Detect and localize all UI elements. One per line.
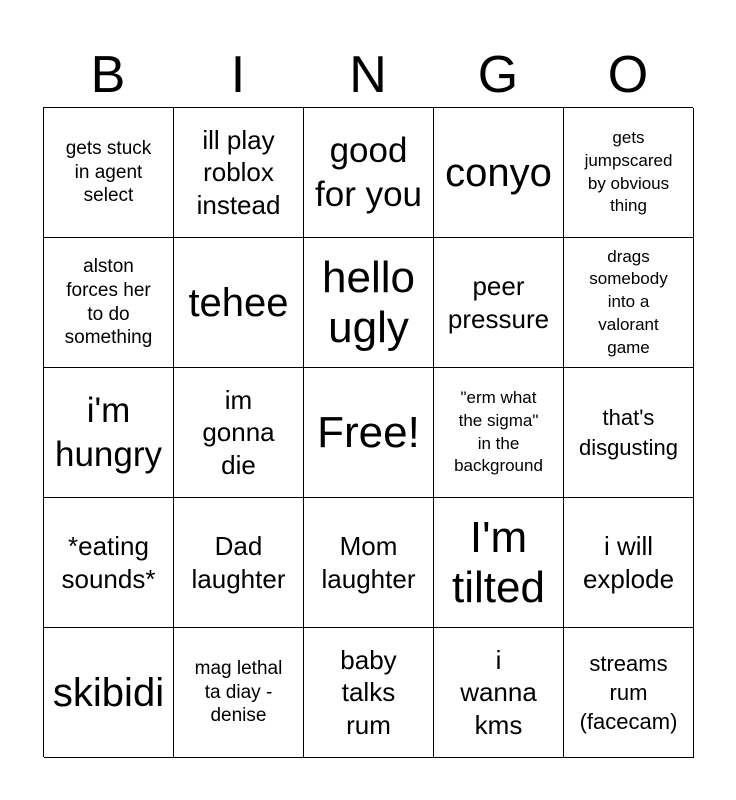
bingo-cell-free[interactable] xyxy=(304,368,434,498)
bingo-cell[interactable] xyxy=(174,368,304,498)
bingo-cell-text: gets stuck in agent select xyxy=(65,137,152,207)
bingo-cell[interactable] xyxy=(434,108,564,238)
header-letter-i: I xyxy=(230,46,246,104)
bingo-cell[interactable] xyxy=(44,238,174,368)
bingo-cell-text: "erm what the sigma" in the background xyxy=(454,387,543,476)
bingo-cell-text: ill play roblox instead xyxy=(196,125,281,220)
bingo-cell[interactable] xyxy=(304,238,434,368)
bingo-cell[interactable] xyxy=(434,368,564,498)
bingo-cell-text: Dad laughter xyxy=(191,531,286,594)
bingo-cell[interactable] xyxy=(174,628,304,758)
bingo-cell[interactable] xyxy=(564,368,694,498)
bingo-cell-text: gets jumpscared by obvious thing xyxy=(584,127,673,216)
bingo-cell[interactable] xyxy=(434,238,564,368)
bingo-cell-text: i will explode xyxy=(582,531,675,594)
bingo-header xyxy=(43,44,693,106)
header-letter-g: G xyxy=(477,46,519,104)
bingo-cell-text: mag lethal ta diay - denise xyxy=(194,657,283,727)
bingo-cell[interactable] xyxy=(304,628,434,758)
bingo-cell-text: I'm tilted xyxy=(452,513,545,612)
header-letter-b: B xyxy=(90,46,126,104)
bingo-cell-text: im gonna die xyxy=(202,385,275,480)
bingo-cell-text: good for you xyxy=(315,130,422,214)
bingo-cell-text: *eating sounds* xyxy=(61,531,156,594)
bingo-cell[interactable] xyxy=(304,108,434,238)
bingo-cell-text: baby talks rum xyxy=(340,645,397,740)
bingo-cell[interactable] xyxy=(434,628,564,758)
bingo-grid xyxy=(43,107,693,757)
bingo-cell[interactable] xyxy=(44,628,174,758)
bingo-cell-text: streams rum (facecam) xyxy=(579,650,678,735)
bingo-cell-text: skibidi xyxy=(52,670,165,715)
bingo-cell[interactable] xyxy=(434,498,564,628)
bingo-cell-text: i wanna kms xyxy=(460,645,537,740)
bingo-cell[interactable] xyxy=(304,498,434,628)
bingo-cell[interactable] xyxy=(174,498,304,628)
bingo-cell[interactable] xyxy=(44,108,174,238)
bingo-cell-text: conyo xyxy=(445,150,552,195)
bingo-cell[interactable] xyxy=(174,108,304,238)
header-letter-n: N xyxy=(349,46,387,104)
bingo-cell[interactable] xyxy=(174,238,304,368)
bingo-cell[interactable] xyxy=(44,368,174,498)
bingo-cell-text: hello ugly xyxy=(322,253,415,352)
bingo-cell[interactable] xyxy=(564,498,694,628)
bingo-cell[interactable] xyxy=(564,628,694,758)
bingo-cell-text: alston forces her to do something xyxy=(64,255,153,349)
bingo-cell[interactable] xyxy=(44,498,174,628)
bingo-cell-text: peer pressure xyxy=(447,271,550,334)
bingo-cell[interactable] xyxy=(564,238,694,368)
bingo-cell[interactable] xyxy=(564,108,694,238)
bingo-cell-text: drags somebody into a valorant game xyxy=(589,246,668,357)
bingo-cell-text: Free! xyxy=(317,407,420,457)
bingo-cell-text: that's disgusting xyxy=(578,405,679,460)
bingo-cell-text: tehee xyxy=(188,280,289,325)
bingo-cell-text: Mom laughter xyxy=(321,531,416,594)
bingo-cell-text: i'm hungry xyxy=(54,390,163,474)
header-letter-o: O xyxy=(607,46,649,104)
